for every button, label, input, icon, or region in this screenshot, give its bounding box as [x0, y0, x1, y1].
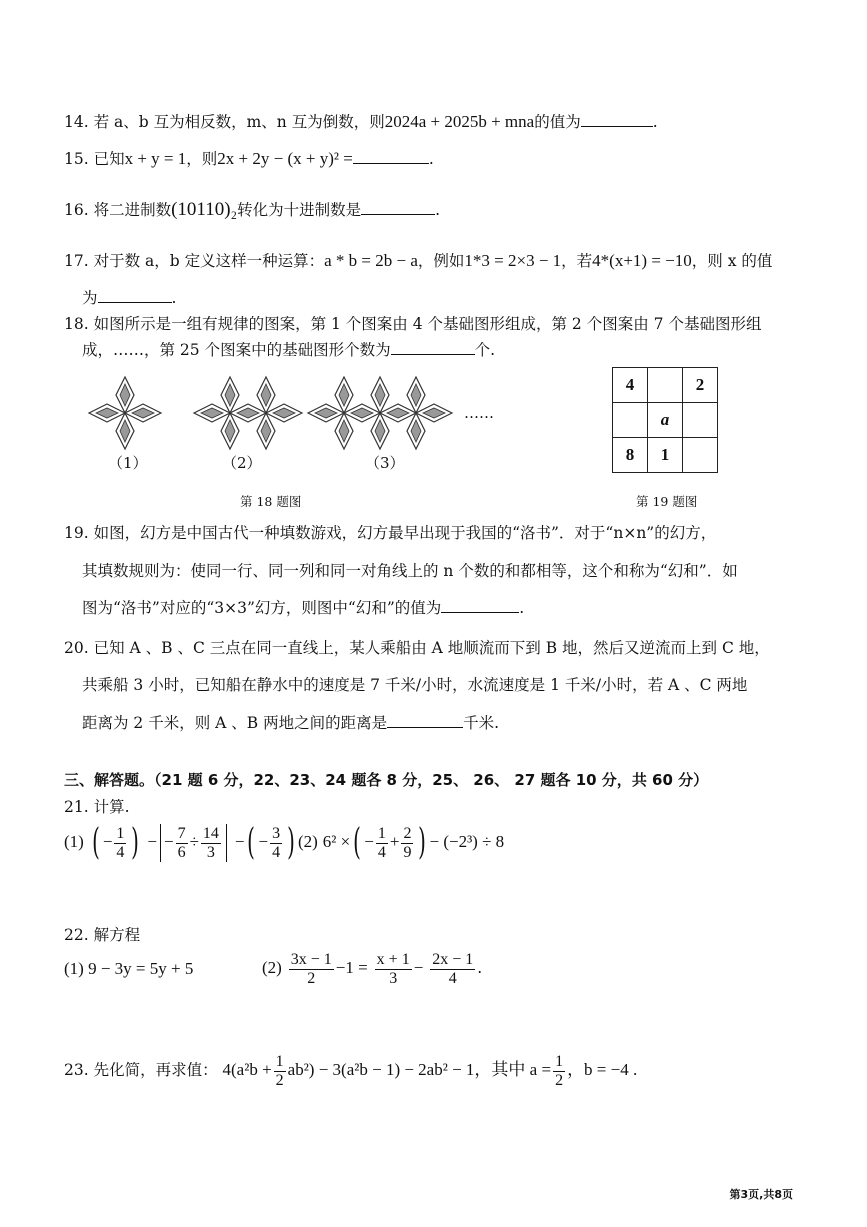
- cell: 4: [613, 368, 648, 403]
- pattern-label-2: （2）: [222, 454, 262, 472]
- q20-line1: 20. 已知 A 、B 、C 三点在同一直线上，某人乘船由 A 地顺流而下到 B 地，然后又逆流而上到 C 地，: [64, 639, 770, 657]
- q22-title: 22. 解方程: [64, 926, 141, 944]
- q21-title: 21. 计算.: [64, 798, 130, 816]
- q22-eq-1: (1) 9 − 3y = 5y + 5: [64, 959, 194, 978]
- q21-expr-2: (2) 6² ×( − $\frac{1}{4}$ + $\frac{2}{9}$ ) − (−2³) ÷ 8: [298, 822, 505, 863]
- q15-line: 15. 已知x + y = 1，则2x + 2y − (x + y)² = .: [64, 149, 434, 168]
- pattern-2: [194, 377, 302, 449]
- cell: 2: [683, 368, 718, 403]
- q18-line1: 18. 如图所示是一组有规律的图案，第 1 个图案由 4 个基础图形组成，第 2 个图案由 7 个基础图形组: [64, 315, 762, 333]
- pattern-label-1: （1）: [108, 454, 148, 472]
- q17-line2: 为 .: [82, 289, 177, 307]
- cell: 1: [648, 438, 683, 473]
- cell: [648, 368, 683, 403]
- q21-expr-1: (1) ( − $\frac{1}{4}$ ) − − $\frac{7}{6}$ ÷ $\frac{14}{3}$ −( − $\frac{3}{4}$ ): [64, 822, 295, 863]
- pattern-3: [308, 377, 452, 449]
- cell: a: [648, 403, 683, 438]
- q17-line1: 17. 对于数 a，b 定义这样一种运算：a * b = 2b − a，例如1*3 = 2×3 − 1，若4*(x+1) = −10，则 x 的值: [64, 251, 773, 270]
- q20-line3: 距离为 2 千米，则 A 、B 两地之间的距离是 千米.: [82, 714, 500, 732]
- q22-eq-2: (2) $\frac{3x - 1}{2}$ −1 = $\frac{x + 1}{3}$ − $\frac{2x - 1}{4}$ .: [262, 950, 483, 987]
- q19-caption: 第 19 题图: [636, 494, 698, 509]
- pattern-1: [89, 377, 161, 449]
- pattern-ellipsis: ……: [464, 404, 494, 422]
- q18-caption: 第 18 题图: [240, 494, 302, 509]
- q20-line2: 共乘船 3 小时，已知船在静水中的速度是 7 千米/小时，水流速度是 1 千米/小时，若 A 、C 两地: [82, 676, 748, 694]
- cell: [613, 403, 648, 438]
- cell: [683, 438, 718, 473]
- cell: 8: [613, 438, 648, 473]
- page-number: 第3页,共8页: [729, 1188, 793, 1201]
- q14-line: 14. 若 a、b 互为相反数，m、n 互为倒数，则2024a + 2025b + mna的值为 .: [64, 112, 658, 131]
- q23-line: 23. 先化简，再求值： 4(a²b + $\frac{1}{2}$ ab²) − 3(a²b − 1) − 2ab² − 1，其中 a = $\frac{1}{2}$ ，b = −4 .: [64, 1052, 638, 1089]
- q19-line2: 其填数规则为：使同一行、同一列和同一对角线上的 n 个数的和都相等，这个和称为“幻和”．如: [82, 562, 738, 580]
- section-3-heading: 三、解答题。（21 题 6 分，22、23、24 题各 8 分，25、 26、 27 题各 10 分，共 60 分）: [64, 771, 709, 789]
- q18-line2: 成，……，第 25 个图案中的基础图形个数为 个.: [82, 341, 496, 359]
- q19-line1: 19. 如图，幻方是中国古代一种填数游戏，幻方最早出现于我国的“洛书”．对于“n×n”的幻方，: [64, 524, 717, 542]
- magic-square: [612, 367, 718, 473]
- q16-line: 16. 将二进制数(10110)₂转化为十进制数是 .: [64, 199, 441, 220]
- cell: [683, 403, 718, 438]
- q19-line3: 图为“洛书”对应的“3×3”幻方，则图中“幻和”的值为 .: [82, 599, 525, 617]
- pattern-label-3: （3）: [365, 454, 405, 472]
